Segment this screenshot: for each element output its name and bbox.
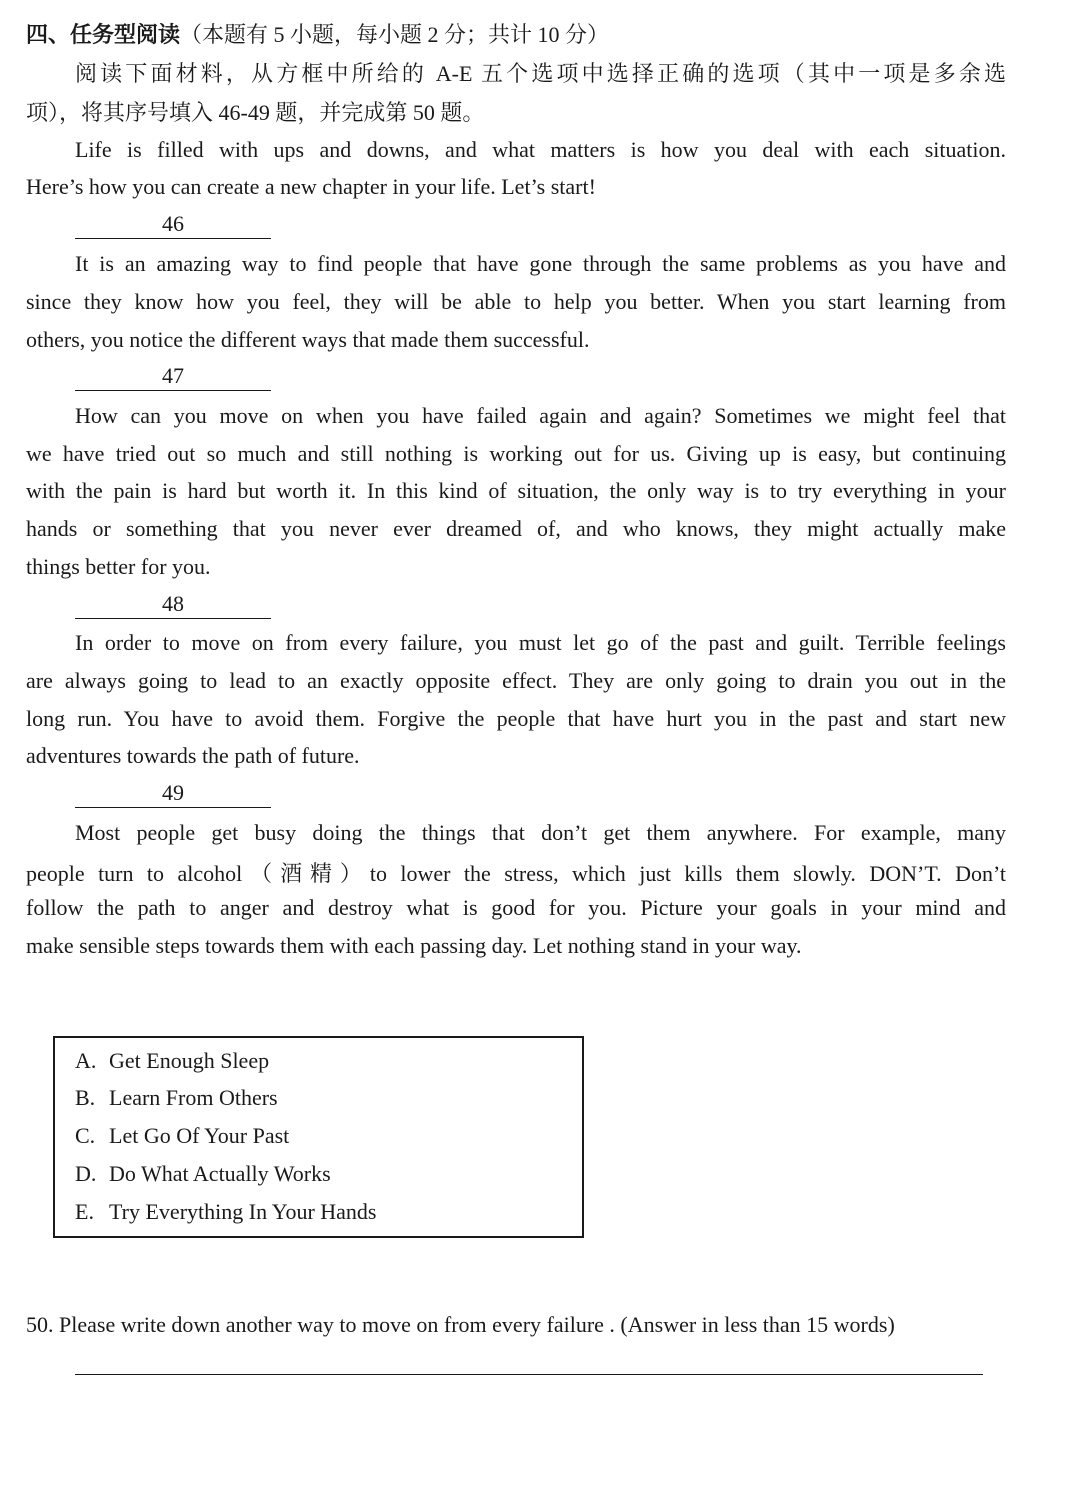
section-note: （本题有 5 小题，每小题 2 分；共计 10 分） [180, 22, 610, 47]
paragraph-line: It is an amazing way to find people that have gone through the same problems as you have and [75, 251, 1006, 276]
paragraph-line: Most people get busy doing the things that don’t get them anywhere. For example, many [75, 820, 1006, 845]
answer-blank-48[interactable]: 48 [75, 590, 271, 619]
instruction-line-2: 项），将其序号填入 46-49 题，并完成第 50 题。 [26, 100, 485, 125]
option-text: Let Go Of Your Past [109, 1123, 290, 1148]
section-label: 四、任务型阅读 [26, 23, 181, 48]
paragraph-line: follow the path to anger and destroy what is good for you. Picture your goals in your mind and [26, 895, 1006, 920]
option-e [75, 1199, 376, 1225]
paragraph-line: In order to move on from every failure, you must let go of the past and guilt. Terrible feelings [75, 630, 1006, 655]
paragraph-line: adventures towards the path of future. [26, 743, 360, 768]
answer-blank-47[interactable]: 47 [75, 362, 271, 391]
option-d [75, 1161, 331, 1187]
paragraph-line: make sensible steps towards them with each passing day. Let nothing stand in your way. [26, 933, 802, 958]
option-text: Try Everything In Your Hands [109, 1199, 377, 1224]
answer-blank-46[interactable]: 46 [75, 210, 271, 239]
paragraph-line: others, you notice the different ways that made them successful. [26, 327, 590, 352]
paragraph-line: with the pain is hard but worth it. In this kind of situation, the only way is to try everything in your [26, 478, 1006, 503]
option-c [75, 1123, 289, 1149]
answer-line-50[interactable] [75, 1374, 983, 1375]
options-box [53, 1036, 584, 1238]
paragraph-line: people turn to alcohol（酒精）to lower the stress, which just kills them slowly. DON’T. Don’t [26, 861, 1006, 886]
option-text: Do What Actually Works [109, 1161, 331, 1186]
answer-blank-49[interactable]: 49 [75, 779, 271, 808]
option-letter: C. [75, 1123, 96, 1148]
paragraph-line: we have tried out so much and still nothing is working out for us. Giving up is easy, but continuing [26, 441, 1006, 466]
option-letter: E. [75, 1199, 94, 1224]
option-letter: A. [75, 1048, 97, 1073]
paragraph-line: are always going to lead to an exactly opposite effect. They are only going to drain you out in the [26, 668, 1006, 693]
intro-line-1: Life is filled with ups and downs, and what matters is how you deal with each situation. [75, 137, 1006, 162]
option-b [75, 1085, 278, 1111]
option-letter: D. [75, 1161, 97, 1186]
paragraph-line: How can you move on when you have failed again and again? Sometimes we might feel that [75, 403, 1006, 428]
question-50: 50. Please write down another way to move on from every failure . (Answer in less than 15 words) [26, 1312, 895, 1337]
option-text: Learn From Others [109, 1085, 278, 1110]
instruction-line-1: 阅读下面材料，从方框中所给的 A-E 五个选项中选择正确的选项（其中一项是多余选 [75, 61, 1006, 86]
paragraph-line: since they know how you feel, they will be able to help you better. When you start learning from [26, 289, 1006, 314]
option-a [75, 1048, 269, 1074]
paragraph-line: long run. You have to avoid them. Forgive the people that have hurt you in the past and start new [26, 706, 1006, 731]
paragraph-line: things better for you. [26, 554, 211, 579]
intro-line-2: Here’s how you can create a new chapter in your life. Let’s start! [26, 174, 596, 199]
option-text: Get Enough Sleep [109, 1048, 270, 1073]
paragraph-line: hands or something that you never ever dreamed of, and who knows, they might actually make [26, 516, 1006, 541]
option-letter: B. [75, 1085, 96, 1110]
section-header [26, 18, 609, 49]
